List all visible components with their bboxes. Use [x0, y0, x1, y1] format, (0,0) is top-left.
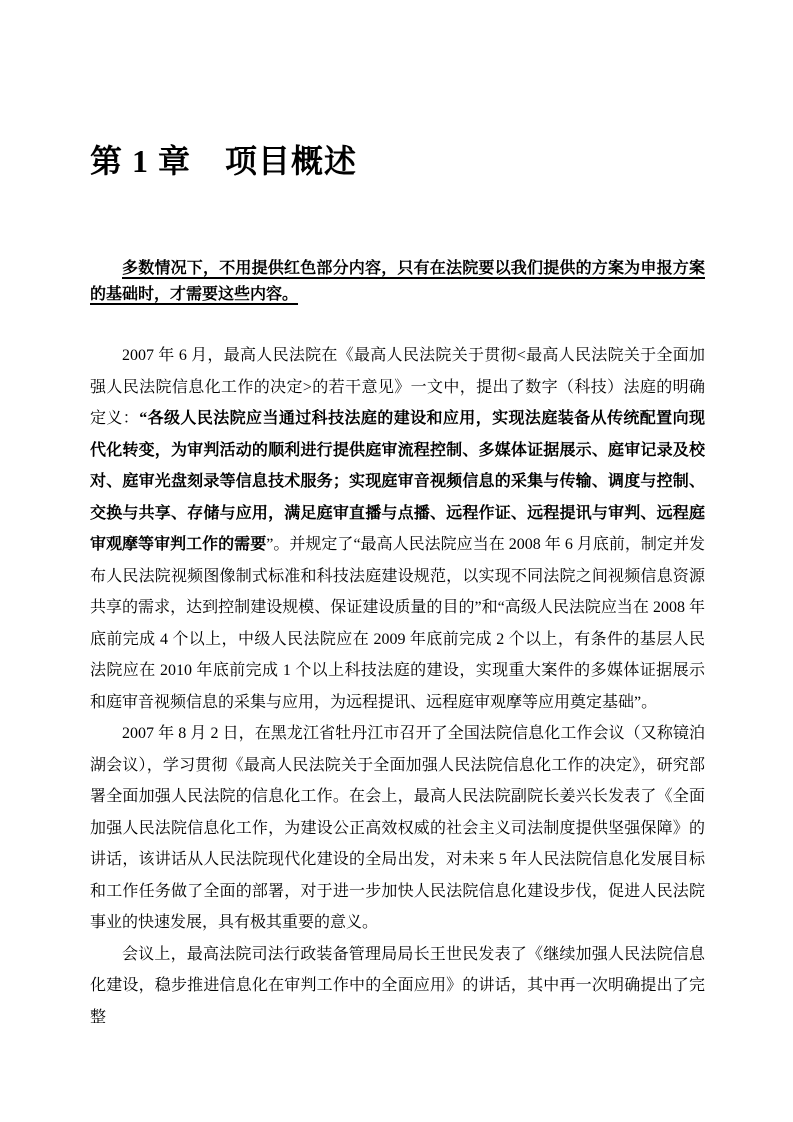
body-paragraph [90, 340, 705, 718]
text-segment: ”。并规定了“最高人民法院应当在 2008 年 6 月底前，制定并发布人民法院视频图像制式标准和科技法庭建设规范，以实现不同法院之间视频信息资源共享的需求，达到控制建设规模、保证建设质量的目的”和“高级人民法院应当在 2008 年底前完成 4 个以上，中级人民法院应在 2009 年底前完成 2 个以上，有条件的基层人民法院应在 2010 年底前完成 1 个以上科技法庭的建设，实现重大案件的多媒体证据展示和庭审音视频信息的采集与应用，为远程提讯、远程庭审观摩等应用奠定基础”。 [90, 536, 705, 711]
body-paragraphs [90, 340, 705, 1033]
chapter-heading [90, 142, 705, 180]
chapter-number: 第 1 章 [90, 143, 192, 179]
bold-text-segment: “各级人民法院应当通过科技法庭的建设和应用，实现法庭装备从传统配置向现代化转变，为审判活动的顺利进行提供庭审流程控制、多媒体证据展示、庭审记录及校对、庭审光盘刻录等信息技术服务；实现庭审音视频信息的采集与传输、调度与控制、交换与共享、存储与应用，满足庭审直播与点播、远程作证、远程提讯与审判、远程庭审观摩等审判工作的需要 [90, 410, 705, 553]
text-segment: 2007 年 6 月，最高人民法院在《最高人民法院关于贯彻<最高人民法院关于全面加强人民法院信息化工作的决定>的若干意见》一文中，提出了数字（科技）法庭的明确定义： [90, 347, 705, 427]
note-paragraph: 多数情况下，不用提供红色部分内容，只有在法院要以我们提供的方案为申报方案的基础时，才需要这些内容。 [90, 260, 705, 303]
body-paragraph [90, 718, 705, 939]
text-segment: 2007 年 8 月 2 日，在黑龙江省牡丹江市召开了全国法院信息化工作会议（又称镜泊湖会议），学习贯彻《最高人民法院关于全面加强人民法院信息化工作的决定》，研究部署全面加强人民法院的信息化工作。在会上，最高人民法院副院长姜兴长发表了《全面加强人民法院信息化工作，为建设公正高效权威的社会主义司法制度提供坚强保障》的讲话，该讲话从人民法院现代化建设的全局出发，对未来 5 年人民法院信息化发展目标和工作任务做了全面的部署，对于进一步加快人民法院信息化建设步伐，促进人民法院事业的快速发展，具有极其重要的意义。 [90, 725, 705, 931]
body-paragraph [90, 939, 705, 1034]
text-segment: 会议上，最高法院司法行政装备管理局局长王世民发表了《继续加强人民法院信息化建设，稳步推进信息化在审判工作中的全面应用》的讲话，其中再一次明确提出了完整 [90, 945, 705, 1026]
chapter-title: 项目概述 [225, 143, 358, 179]
